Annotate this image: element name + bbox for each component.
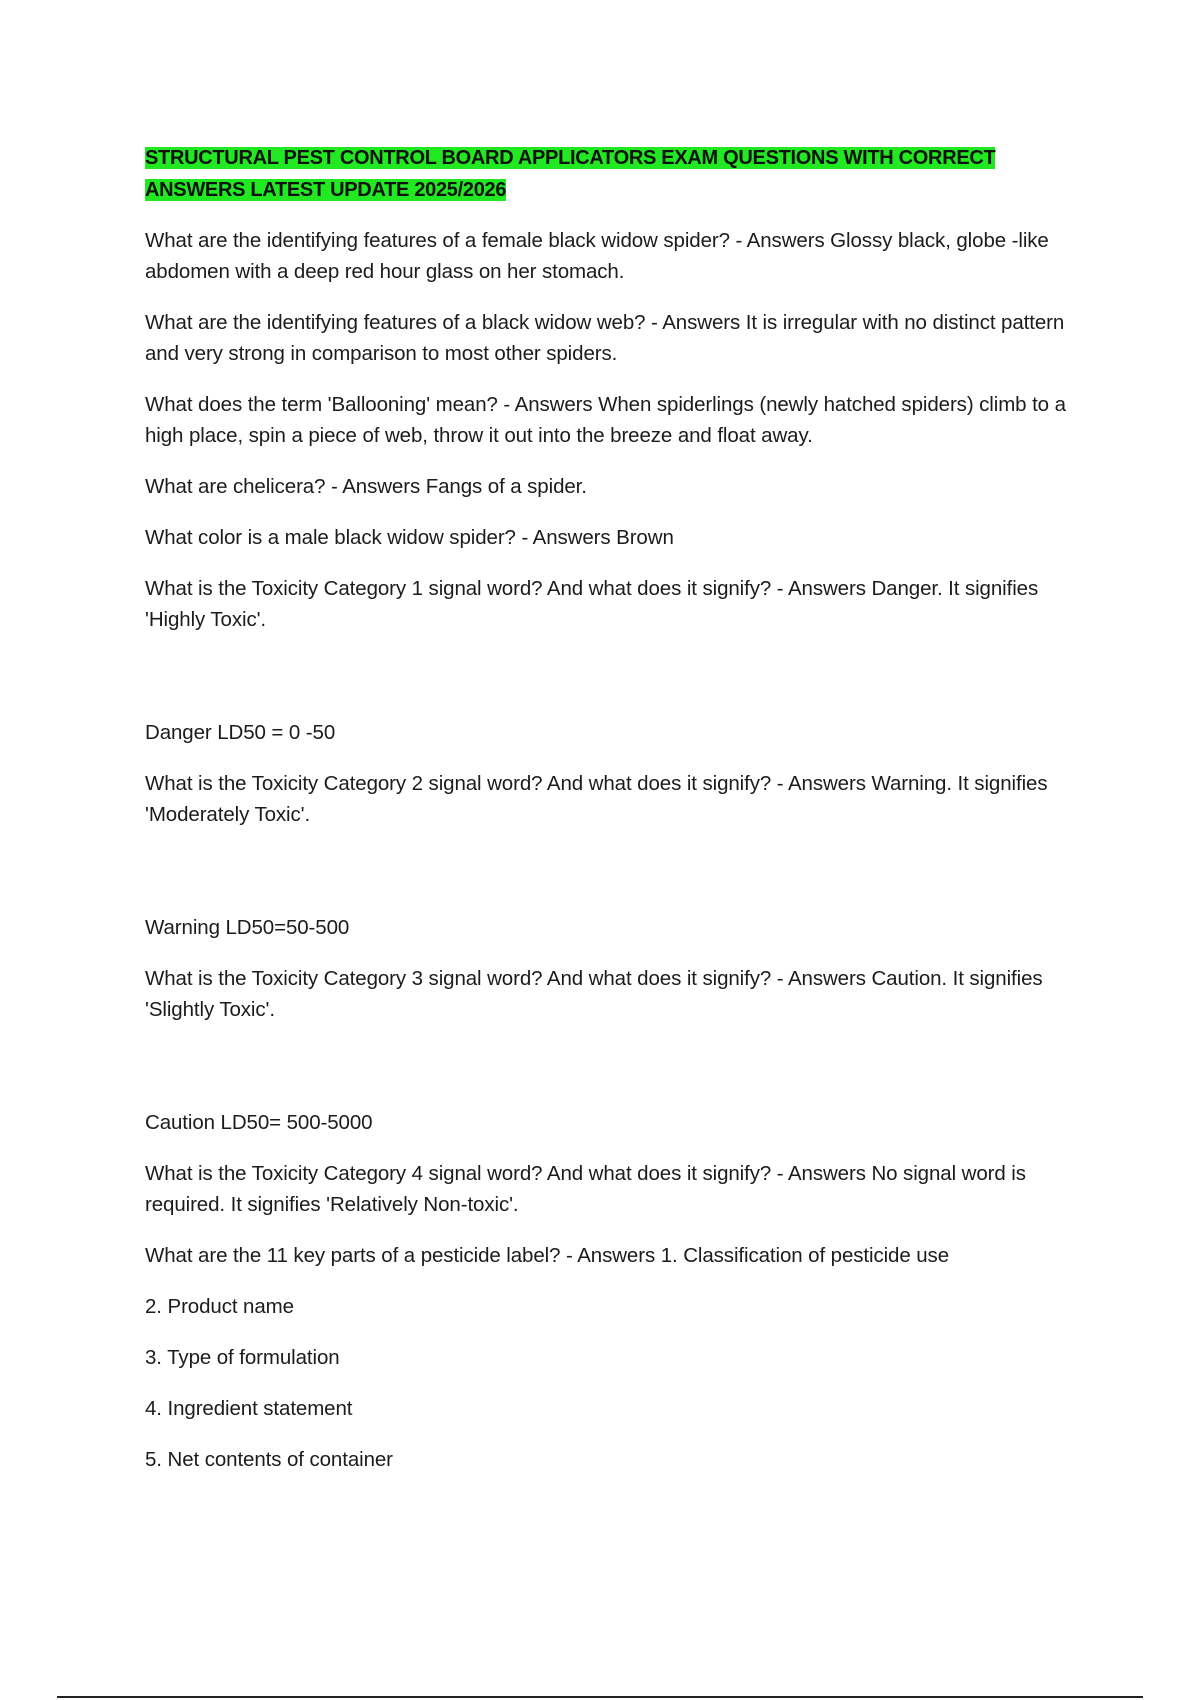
list-item: 2. Product name: [145, 1295, 294, 1318]
document-body: [145, 143, 1095, 1495]
qa-paragraph: What is the Toxicity Category 1 signal word? And what does it signify? - Answers Danger. It signifies 'Highly Toxic'.: [145, 577, 1039, 631]
ld50-note: Danger LD50 = 0 -50: [145, 721, 336, 744]
qa-paragraph: What is the Toxicity Category 2 signal word? And what does it signify? - Answers Warning. It signifies 'Moderately Toxic'.: [145, 772, 1048, 826]
qa-paragraph: What is the Toxicity Category 3 signal word? And what does it signify? - Answers Caution. It signifies 'Slightly Toxic'.: [145, 967, 1043, 1021]
qa-paragraph: What does the term 'Ballooning' mean? - Answers When spiderlings (newly hatched spiders) climb to a high place, spin a piece of web, throw it out into the breeze and float away.: [145, 393, 1066, 447]
qa-paragraph: What are chelicera? - Answers Fangs of a spider.: [145, 475, 587, 498]
qa-paragraph: What are the identifying features of a black widow web? - Answers It is irregular with no distinct pattern and very strong in comparison to most other spiders.: [145, 311, 1065, 365]
list-item: 4. Ingredient statement: [145, 1397, 353, 1420]
title-line-1: STRUCTURAL PEST CONTROL BOARD APPLICATORS EXAM QUESTIONS WITH CORRECT: [145, 147, 996, 169]
ld50-note: Warning LD50=50-500: [145, 916, 350, 939]
list-item: 3. Type of formulation: [145, 1346, 340, 1369]
qa-paragraph: What are the 11 key parts of a pesticide label? - Answers 1. Classification of pesticide use: [145, 1244, 950, 1267]
footer-divider: [57, 1696, 1143, 1698]
qa-paragraph: What color is a male black widow spider? - Answers Brown: [145, 526, 674, 549]
qa-paragraph: What are the identifying features of a female black widow spider? - Answers Glossy black, globe -like abdomen with a deep red hour glass on her stomach.: [145, 229, 1049, 283]
qa-paragraph: What is the Toxicity Category 4 signal word? And what does it signify? - Answers No signal word is required. It signifies 'Relatively Non-toxic'.: [145, 1162, 1026, 1216]
ld50-note: Caution LD50= 500-5000: [145, 1111, 373, 1134]
title-line-2: ANSWERS LATEST UPDATE 2025/2026: [145, 179, 507, 201]
list-item: 5. Net contents of container: [145, 1448, 393, 1471]
document-title: [145, 143, 1095, 207]
